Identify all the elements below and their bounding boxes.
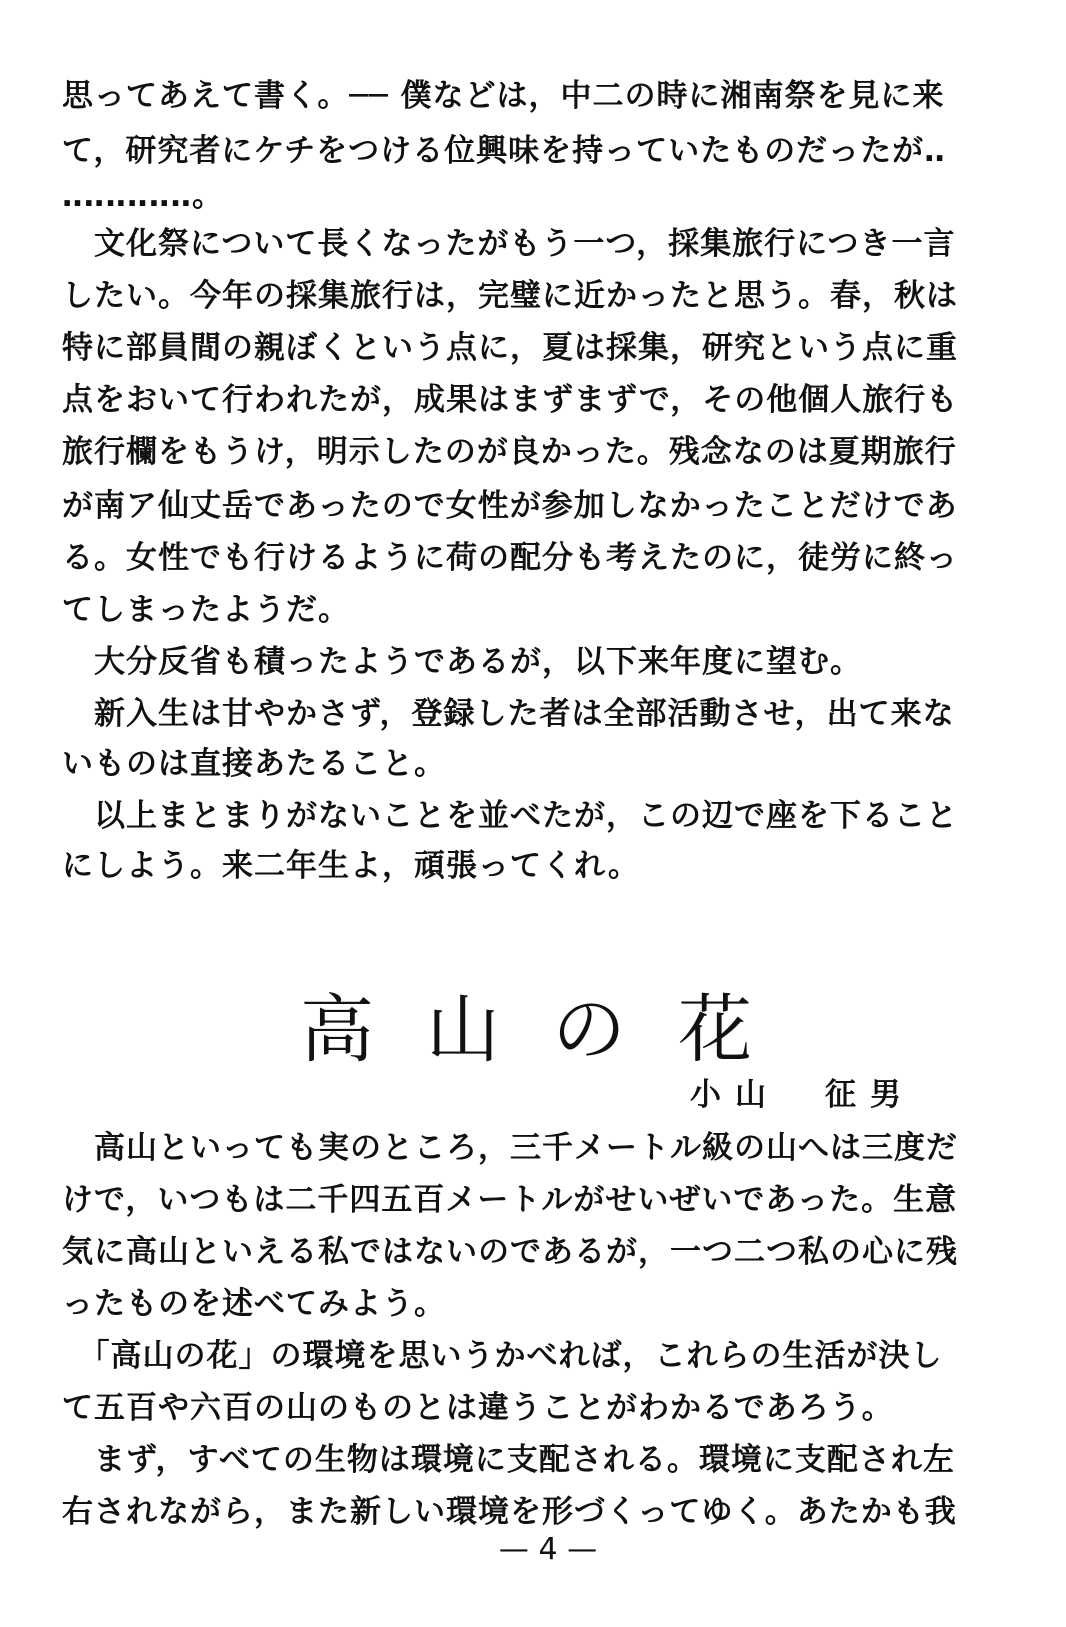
text-line: まず，すべての生物は環境に支配される。環境に支配され左 [62, 1442, 955, 1478]
text-line: 右されながら，また新しい環境を形づくってゆく。あたかも我 [62, 1494, 957, 1530]
text-line: けで，いつもは二千四五百メートルがせいぜいであった。生意 [62, 1182, 958, 1218]
text-line: 気に高山といえる私ではないのであるが，一つ二つ私の心に残 [62, 1234, 958, 1270]
text-line: 大分反省も積ったようであるが，以下来年度に望む。 [62, 644, 862, 680]
text-line: 点をおいて行われたが，成果はまずまずで，その他個人旅行も [62, 382, 959, 418]
text-line: 以上まとまりがないことを並べたが，この辺で座を下ること [62, 798, 958, 834]
text-line: 旅行欄をもうけ，明示したのが良かった。残念なのは夏期旅行 [62, 434, 957, 470]
page-number: — 4 — [498, 1532, 598, 1567]
text-line: が南ア仙丈岳であったので女性が参加しなかったことだけであ [62, 488, 958, 524]
text-line: ったものを述べてみよう。 [62, 1286, 446, 1322]
text-line: てしまったようだ。 [62, 592, 350, 628]
text-line: 文化祭について長くなったがもう一つ，採集旅行につき一言 [62, 226, 956, 262]
text-line: て五百や六百の山のものとは違うことがわかるであろう。 [62, 1390, 894, 1426]
article-author: 小山 征男 [690, 1077, 915, 1113]
text-line: 思ってあえて書く。── 僕などは，中二の時に湘南祭を見に来 [62, 78, 945, 114]
text-line: ‥‥‥‥‥‥。 [62, 178, 225, 214]
text-line: にしよう。来二年生よ，頑張ってくれ。 [62, 848, 640, 884]
text-line: 特に部員間の親ぼくという点に，夏は採集，研究という点に重 [62, 330, 958, 366]
text-line: 新入生は甘やかさず，登録した者は全部活動させ，出て来な [62, 696, 955, 732]
text-line: て，研究者にケチをつける位興味を持っていたものだったが‥ [62, 133, 946, 169]
text-line: 「高山の花」の環境を思いうかべれば，これらの生活が決し [62, 1338, 943, 1374]
article-title: 高山の花 [300, 987, 804, 1073]
text-line: したい。今年の採集旅行は，完璧に近かったと思う。春，秋は [62, 278, 958, 314]
text-line: 高山といっても実のところ，三千メートル級の山へは三度だ [62, 1130, 958, 1166]
text-line: いものは直接あたること。 [62, 746, 446, 782]
text-line: る。女性でも行けるように荷の配分も考えたのに，徒労に終っ [62, 540, 958, 576]
